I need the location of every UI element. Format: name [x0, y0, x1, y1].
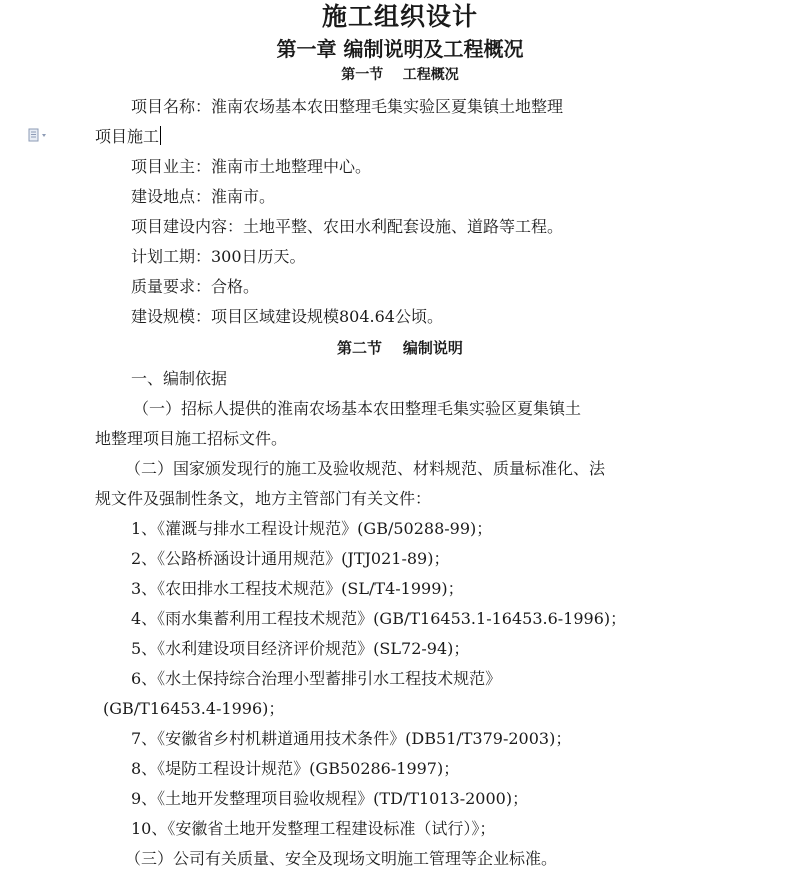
- project-scale: 建设规模：项目区域建设规模804.64公顷。: [131, 307, 443, 326]
- project-name-line2: 项目施工: [95, 127, 160, 146]
- list-item: 6、《水土保持综合治理小型蓄排引水工程技术规范》: [131, 669, 502, 688]
- list-item-continuation: (GB/T16453.4-1996)；: [103, 699, 285, 718]
- list-item: 10、《安徽省土地开发整理工程建设标准（试行）》；: [131, 819, 496, 838]
- document-body[interactable]: [95, 0, 705, 874]
- list-item: 5、《水利建设项目经济评价规范》(SL72-94)；: [131, 639, 470, 658]
- text-cursor: [160, 126, 161, 145]
- section-heading-1: 第一节 工程概况: [341, 67, 459, 83]
- list-item: 2、《公路桥涵设计通用规范》(JTJ021-89)；: [131, 549, 450, 568]
- project-name-line1: 项目名称：淮南农场基本农田整理毛集实验区夏集镇土地整理: [131, 97, 564, 116]
- basis2-line1: （二）国家颁发现行的施工及验收规范、材料规范、质量标准化、法: [125, 459, 606, 478]
- list-item: 7、《安徽省乡村机耕道通用技术条件》(DB51/T379-2003)；: [131, 729, 572, 748]
- list-item: 3、《农田排水工程技术规范》(SL/T4-1999)；: [131, 579, 464, 598]
- project-owner: 项目业主：淮南市土地整理中心。: [131, 157, 372, 176]
- list-item: 1、《灌溉与排水工程设计规范》(GB/50288-99)；: [131, 519, 493, 538]
- basis-heading: 一、编制依据: [131, 369, 228, 388]
- project-quality: 质量要求：合格。: [131, 277, 260, 296]
- project-content: 项目建设内容：土地平整、农田水利配套设施、道路等工程。: [131, 217, 564, 236]
- project-location: 建设地点：淮南市。: [131, 187, 276, 206]
- chapter-heading: 第一章 编制说明及工程概况: [276, 37, 524, 61]
- basis2-line2: 规文件及强制性条文，地方主管部门有关文件：: [95, 489, 432, 508]
- list-item: 9、《土地开发整理项目验收规程》(TD/T1013-2000)；: [131, 789, 529, 808]
- project-duration: 计划工期：300日历天。: [131, 247, 306, 266]
- list-item: 8、《堤防工程设计规范》(GB50286-1997)；: [131, 759, 460, 778]
- list-item: 4、《雨水集蓄利用工程技术规范》(GB/T16453.1-16453.6-1996)；: [131, 609, 627, 628]
- basis1-line2: 地整理项目施工招标文件。: [95, 429, 288, 448]
- basis1-line1: （一）招标人提供的淮南农场基本农田整理毛集实验区夏集镇土: [133, 399, 582, 418]
- basis3: （三）公司有关质量、安全及现场文明施工管理等企业标准。: [125, 849, 558, 868]
- doc-title: 施工组织设计: [321, 2, 478, 31]
- section-heading-2: 第二节 编制说明: [337, 339, 463, 357]
- paragraph-options-icon[interactable]: [28, 128, 50, 144]
